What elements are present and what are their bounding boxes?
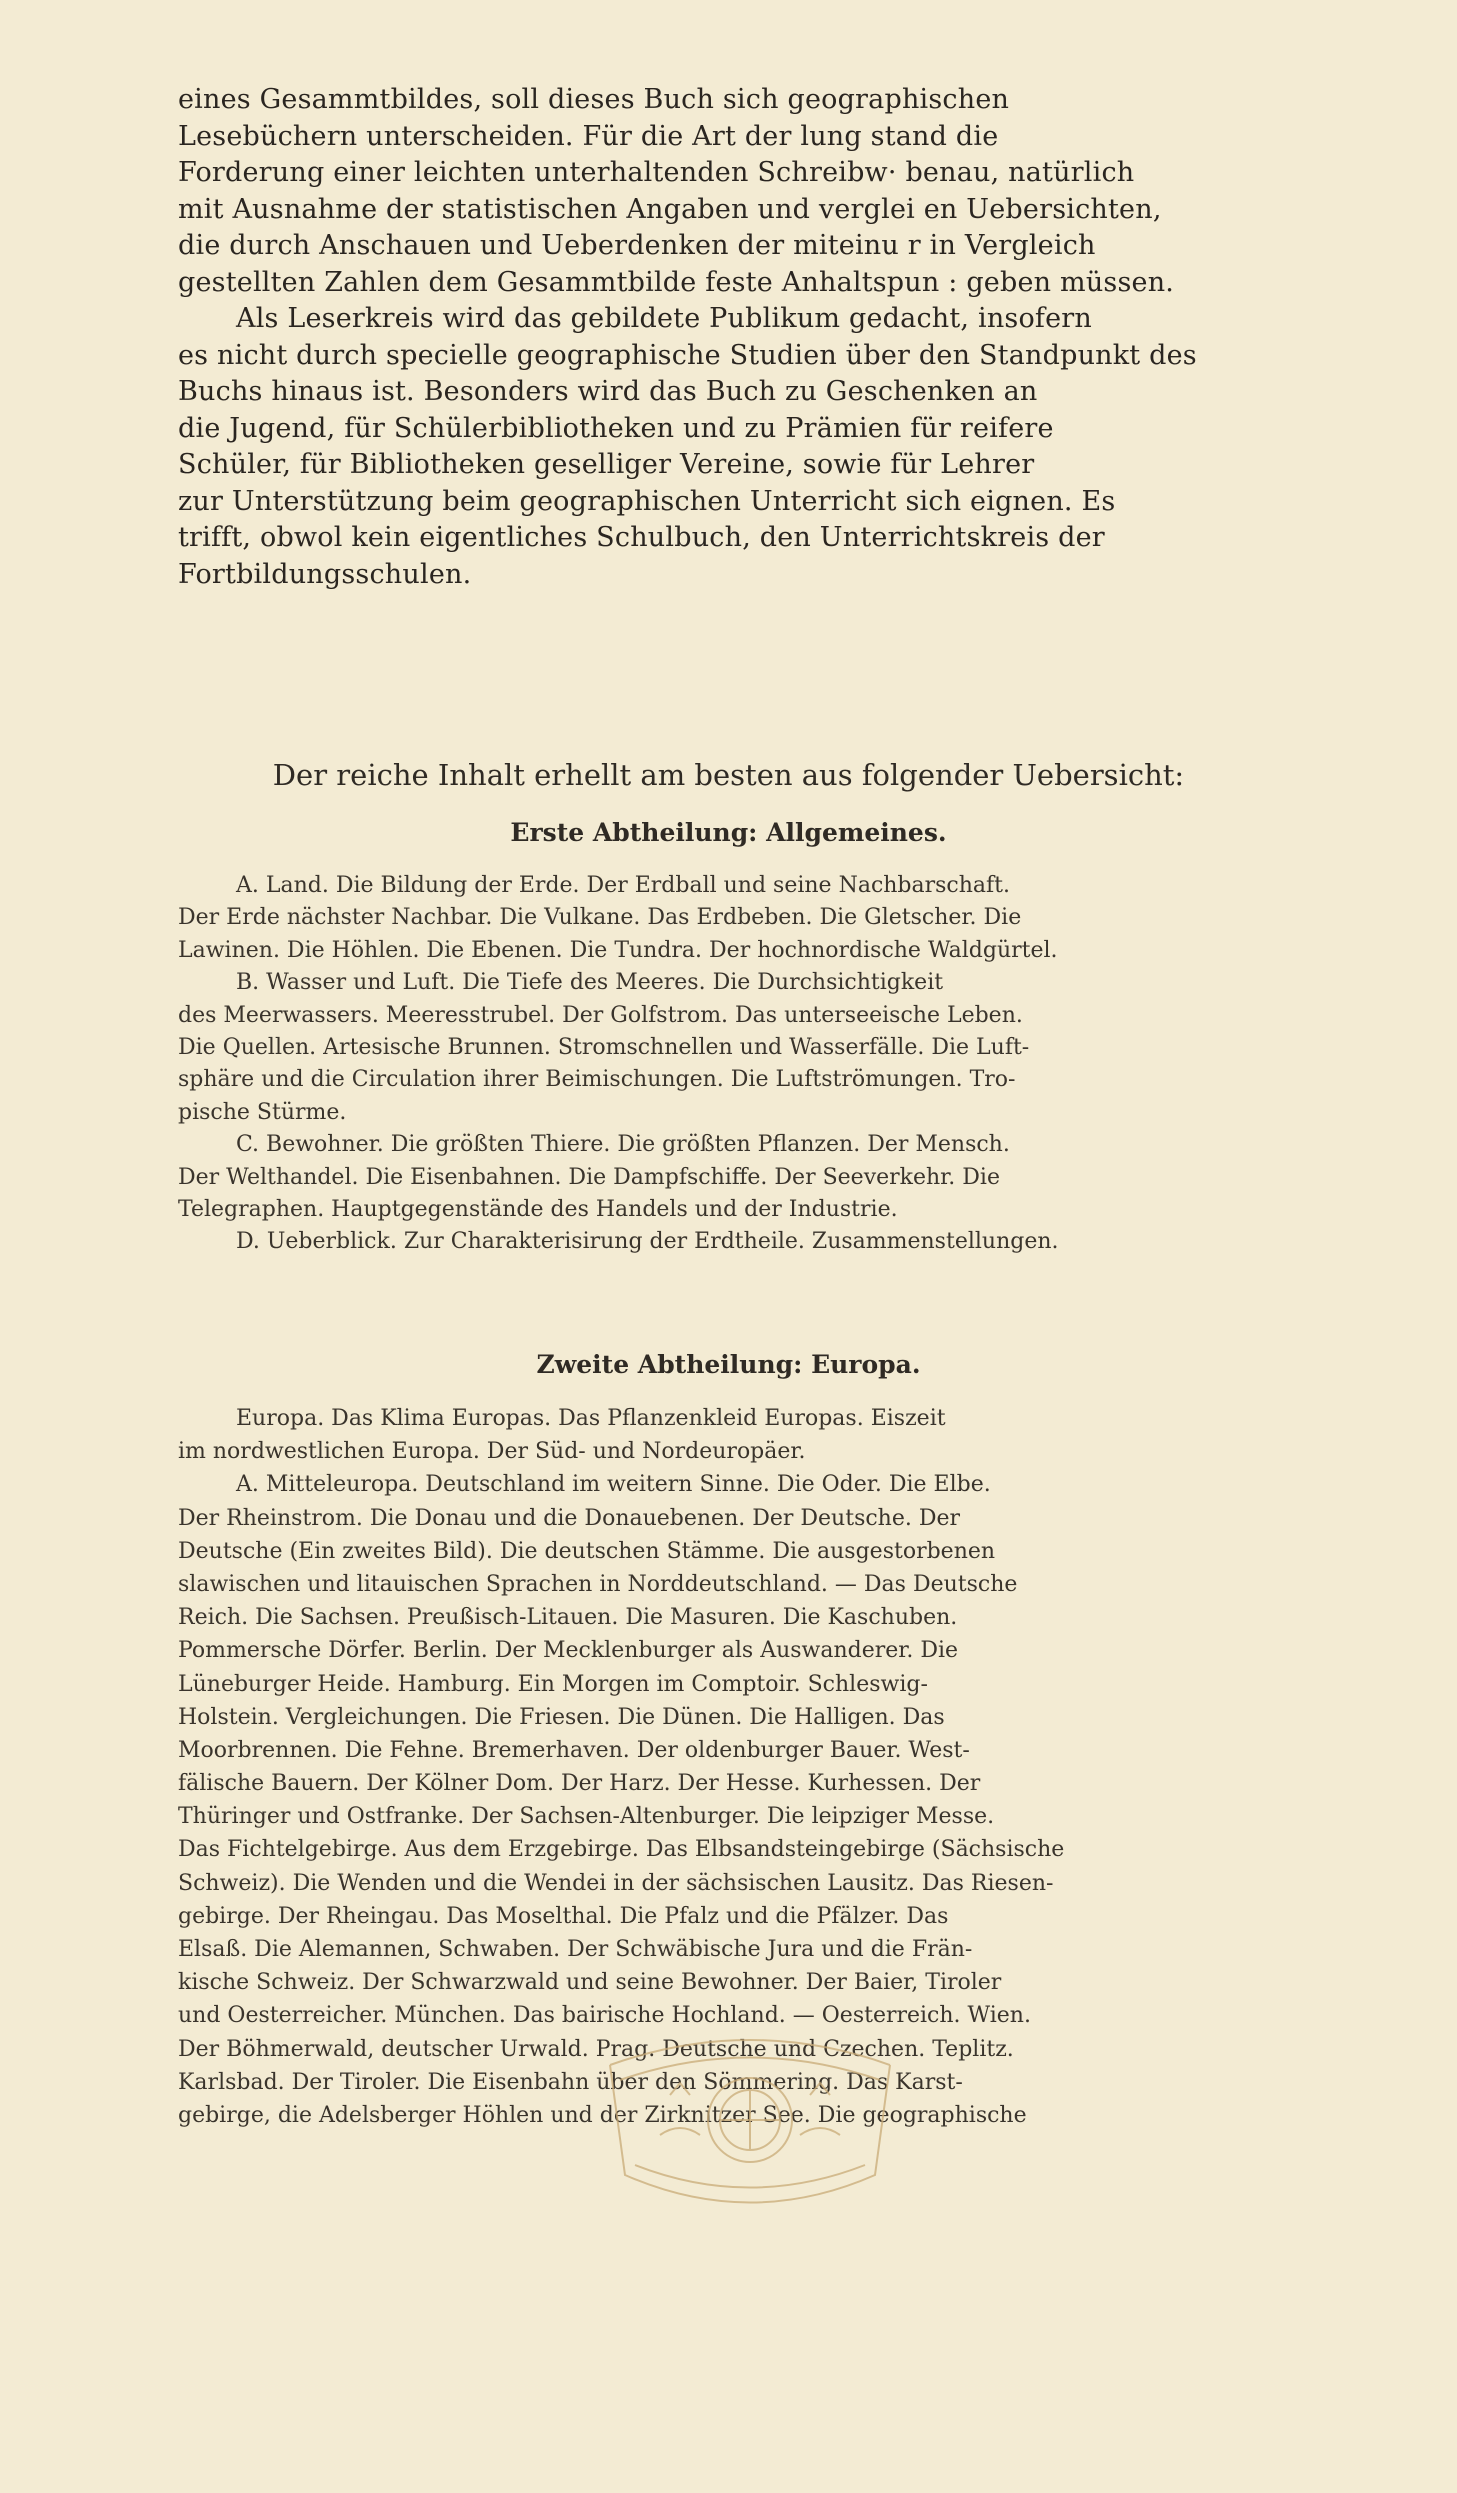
toc-line: D. Ueberblick. Zur Charakterisirung der Erdtheile. Zusammenstellungen. bbox=[236, 1229, 1059, 1255]
intro-paragraph bbox=[178, 82, 1400, 593]
section-heading: Zweite Abtheilung: Europa. bbox=[536, 1350, 921, 1379]
toc-line: Der Welthandel. Die Eisenbahnen. Die Dampfschiffe. Der Seeverkehr. Die bbox=[178, 1164, 1000, 1190]
toc-line: sphäre und die Circulation ihrer Beimischungen. Die Luftströmungen. Tro- bbox=[178, 1067, 1016, 1093]
toc-line: A. Land. Die Bildung der Erde. Der Erdball und seine Nachbarschaft. bbox=[236, 873, 1011, 898]
intro-line: Buchs hinaus ist. Besonders wird das Buch zu Geschenken an bbox=[178, 376, 1038, 407]
intro-line: Lesebüchern unterscheiden. Für die Art der lung stand die bbox=[178, 120, 999, 152]
toc-line: Lüneburger Heide. Hamburg. Ein Morgen im Comptoir. Schleswig- bbox=[178, 1671, 928, 1697]
toc-line: und Oesterreicher. München. Das bairische Hochland. — Oesterreich. Wien. bbox=[178, 2003, 1031, 2029]
toc-line: Karlsbad. Der Tiroler. Die Eisenbahn über den Sömmering. Das Karst- bbox=[178, 2069, 963, 2095]
intro-line: eines Gesammtbildes, soll dieses Buch sich geographischen bbox=[178, 84, 1010, 115]
intro-line: die durch Anschauen und Ueberdenken der miteinu r in Vergleich bbox=[178, 230, 1096, 261]
toc-line: gebirge, die Adelsberger Höhlen und der Zirknitzer See. Die geographische bbox=[178, 2102, 1027, 2128]
intro-line: Schüler, für Bibliotheken geselliger Vereine, sowie für Lehrer bbox=[178, 449, 1035, 480]
toc-line: kische Schweiz. Der Schwarzwald und seine Bewohner. Der Baier, Tiroler bbox=[178, 1970, 1002, 1996]
toc-line: Thüringer und Ostfranke. Der Sachsen-Altenburger. Die leipziger Messe. bbox=[178, 1804, 995, 1830]
toc-line: Das Fichtelgebirge. Aus dem Erzgebirge. Das Elbsandsteingebirge (Sächsische bbox=[178, 1837, 1065, 1863]
toc-line: gebirge. Der Rheingau. Das Moselthal. Die Pfalz und die Pfälzer. Das bbox=[178, 1903, 949, 1929]
toc-line: pische Stürme. bbox=[178, 1099, 347, 1125]
toc-line: Der Erde nächster Nachbar. Die Vulkane. Das Erdbeben. Die Gletscher. Die bbox=[178, 905, 1022, 931]
toc-line: im nordwestlichen Europa. Der Süd- und Nordeuropäer. bbox=[178, 1439, 806, 1465]
toc-line: Der Rheinstrom. Die Donau und die Donauebenen. Der Deutsche. Der bbox=[178, 1505, 961, 1531]
toc-line: B. Wasser und Luft. Die Tiefe des Meeres. Die Durchsichtigkeit bbox=[236, 970, 944, 996]
toc-line: des Meerwassers. Meeresstrubel. Der Golfstrom. Das unterseeische Leben. bbox=[178, 1002, 1023, 1028]
toc-line: Schweiz). Die Wenden und die Wendei in der sächsischen Lausitz. Das Riesen- bbox=[178, 1870, 1054, 1896]
toc-line: Lawinen. Die Höhlen. Die Ebenen. Die Tundra. Der hochnordische Waldgürtel. bbox=[178, 937, 1058, 963]
intro-line: trifft, obwol kein eigentliches Schulbuch, den Unterrichtskreis der bbox=[178, 522, 1105, 553]
toc-line: Reich. Die Sachsen. Preußisch-Litauen. Die Masuren. Die Kaschuben. bbox=[178, 1605, 958, 1631]
intro-line: Fortbildungsschulen. bbox=[178, 558, 472, 590]
toc-line: Pommersche Dörfer. Berlin. Der Mecklenburger als Auswanderer. Die bbox=[178, 1638, 959, 1664]
toc-line: slawischen und litauischen Sprachen in Norddeutschland. — Das Deutsche bbox=[178, 1571, 1018, 1597]
toc-line: Elsaß. Die Alemannen, Schwaben. Der Schwäbische Jura und die Frän- bbox=[178, 1937, 973, 1962]
toc-line: C. Bewohner. Die größten Thiere. Die größten Pflanzen. Der Mensch. bbox=[236, 1132, 1010, 1158]
section-heading: Erste Abtheilung: Allgemeines. bbox=[510, 818, 947, 847]
section-2-content bbox=[178, 1402, 1400, 2132]
toc-line: Holstein. Vergleichungen. Die Friesen. Die Dünen. Die Halligen. Das bbox=[178, 1704, 945, 1730]
library-stamp-icon bbox=[590, 2025, 910, 2215]
intro-line: Forderung einer leichten unterhaltenden Schreibw· benau, natürlich bbox=[178, 157, 1135, 188]
intro-line: gestellten Zahlen dem Gesammtbilde feste Anhaltspun : geben müssen. bbox=[178, 266, 1175, 298]
toc-line: Moorbrennen. Die Fehne. Bremerhaven. Der oldenburger Bauer. West- bbox=[178, 1737, 970, 1763]
overview-heading: Der reiche Inhalt erhellt am besten aus folgender Uebersicht: bbox=[272, 758, 1185, 792]
toc-line: Telegraphen. Hauptgegenstände des Handels und der Industrie. bbox=[178, 1196, 898, 1222]
toc-line: Deutsche (Ein zweites Bild). Die deutschen Stämme. Die ausgestorbenen bbox=[178, 1538, 996, 1564]
intro-line: mit Ausnahme der statistischen Angaben und verglei en Uebersichten, bbox=[178, 193, 1162, 225]
intro-line: Als Leserkreis wird das gebildete Publikum gedacht, insofern bbox=[236, 303, 1092, 334]
toc-line: Die Quellen. Artesische Brunnen. Stromschnellen und Wasserfälle. Die Luft- bbox=[178, 1034, 1030, 1060]
toc-line: A. Mitteleuropa. Deutschland im weitern Sinne. Die Oder. Die Elbe. bbox=[236, 1472, 991, 1498]
toc-line: fälische Bauern. Der Kölner Dom. Der Harz. Der Hesse. Kurhessen. Der bbox=[178, 1771, 981, 1797]
section-1-content bbox=[178, 870, 1400, 1259]
intro-line: es nicht durch specielle geographische Studien über den Standpunkt des bbox=[178, 339, 1197, 371]
toc-line: Europa. Das Klima Europas. Das Pflanzenkleid Europas. Eiszeit bbox=[236, 1406, 946, 1431]
intro-line: die Jugend, für Schülerbibliotheken und zu Prämien für reifere bbox=[178, 412, 1054, 444]
toc-line: Der Böhmerwald, deutscher Urwald. Prag. Deutsche und Czechen. Teplitz. bbox=[178, 2036, 1014, 2062]
intro-line: zur Unterstützung beim geographischen Unterricht sich eignen. Es bbox=[178, 485, 1116, 517]
